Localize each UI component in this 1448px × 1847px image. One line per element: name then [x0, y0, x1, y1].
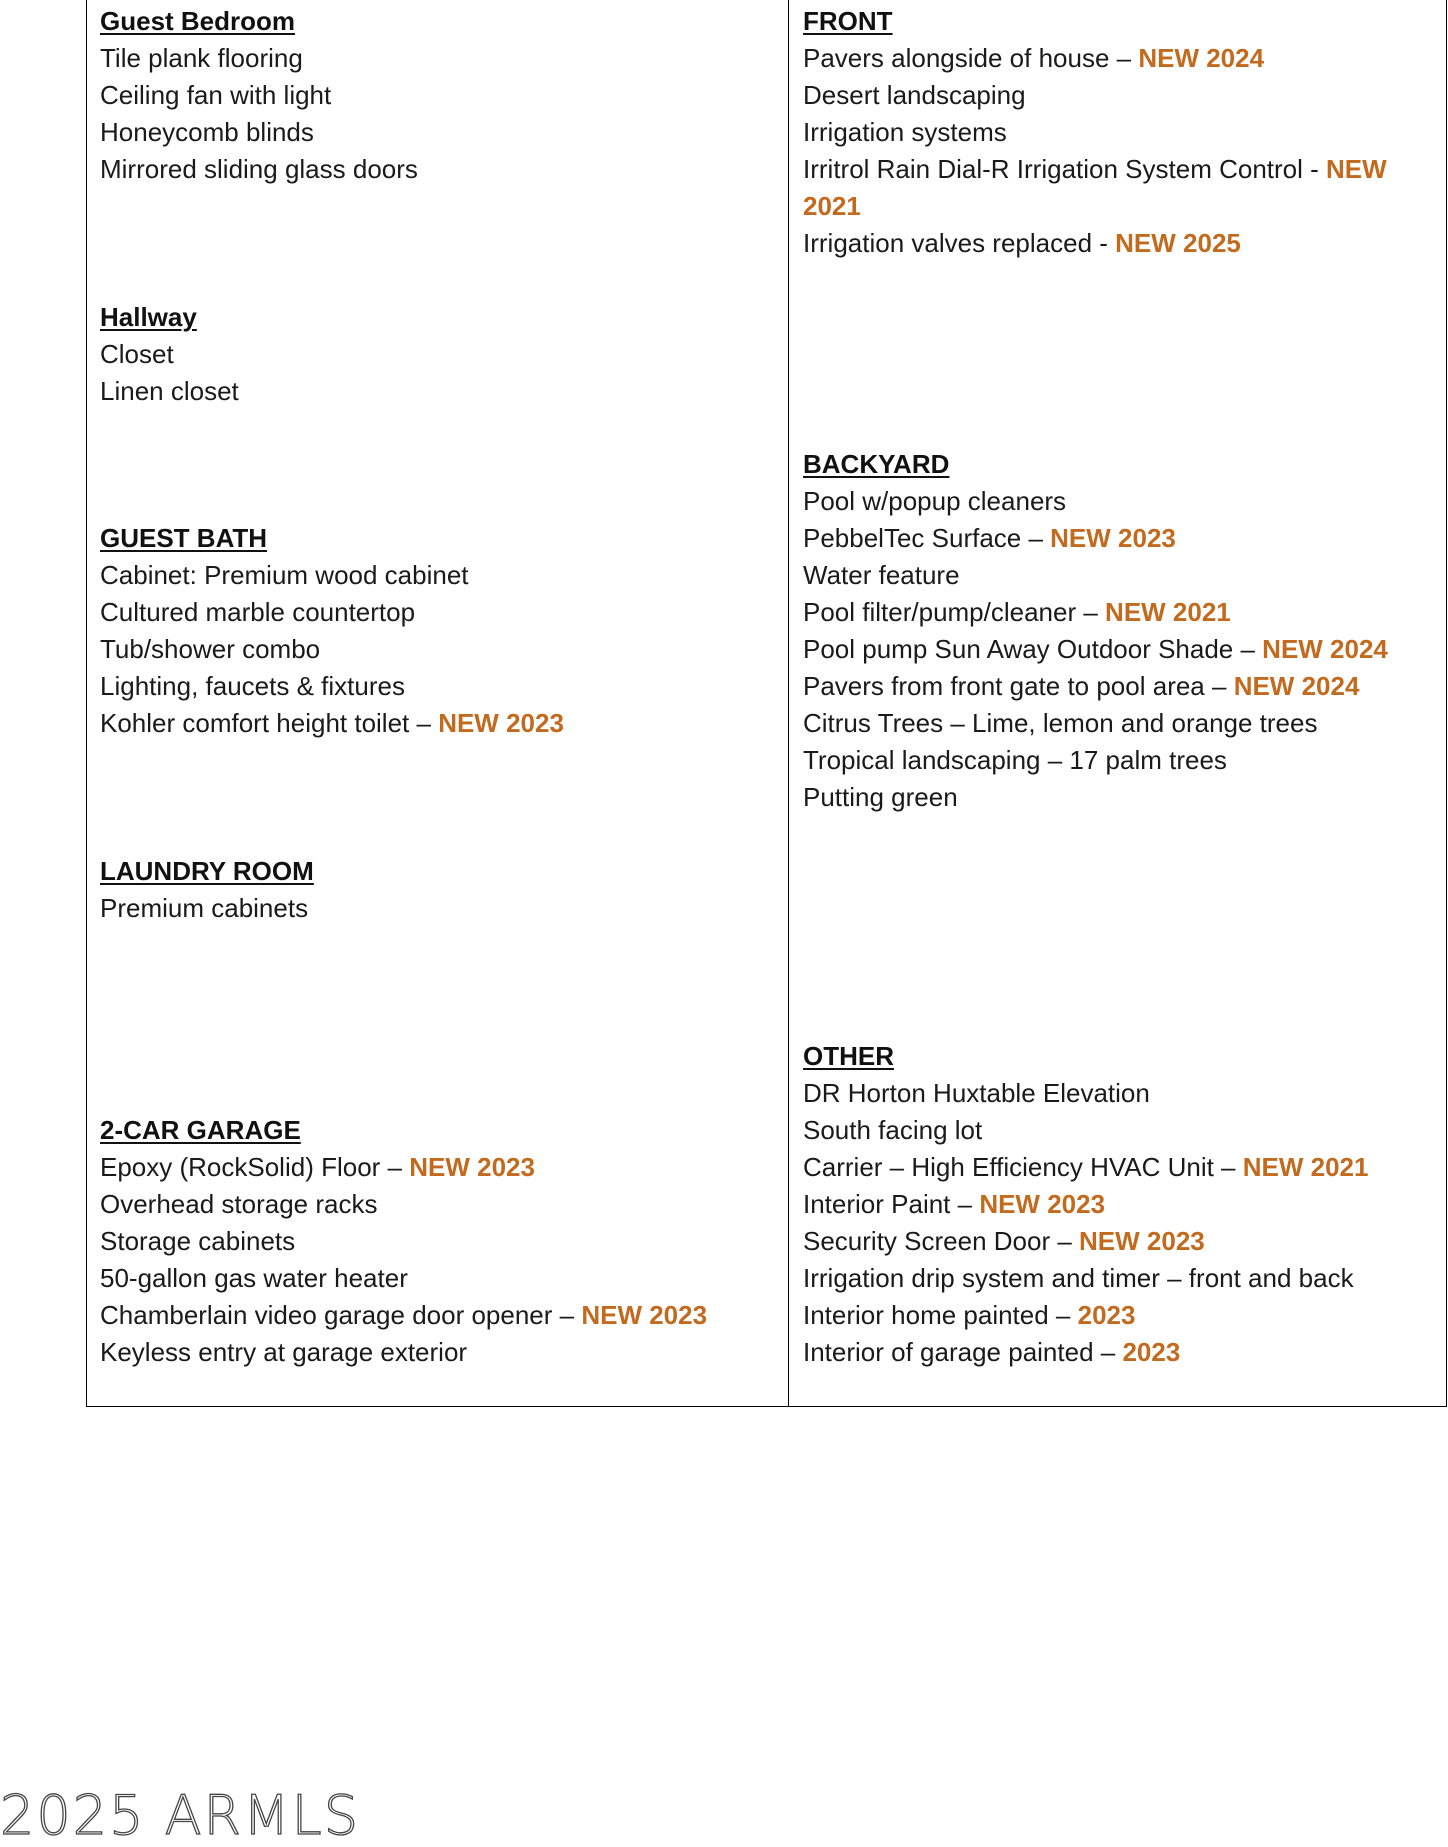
- list-item: Cultured marble countertop: [100, 597, 416, 627]
- list-item: Interior home painted – 2023: [803, 1300, 1136, 1330]
- list-item: Cabinet: Premium wood cabinet: [100, 560, 469, 590]
- section-backyard: [803, 446, 1433, 816]
- list-item: Irrigation systems: [803, 117, 1007, 147]
- list-item: Premium cabinets: [100, 893, 309, 923]
- column-divider: [788, 0, 789, 1407]
- section-heading: FRONT: [803, 6, 893, 36]
- list-item: Citrus Trees – Lime, lemon and orange trees: [803, 708, 1318, 738]
- section-heading: BACKYARD: [803, 449, 950, 479]
- list-item: Honeycomb blinds: [100, 117, 314, 147]
- section-other: [803, 1038, 1433, 1371]
- copyright-watermark: 2025 ARMLS: [0, 1784, 361, 1847]
- list-item: Interior of garage painted – 2023: [803, 1337, 1181, 1367]
- list-item: Irritrol Rain Dial-R Irrigation System Control - NEW 2021: [803, 154, 1387, 221]
- list-item: Irrigation valves replaced - NEW 2025: [803, 228, 1241, 258]
- list-item: Epoxy (RockSolid) Floor – NEW 2023: [100, 1152, 535, 1182]
- section-heading: LAUNDRY ROOM: [100, 856, 314, 886]
- list-item: Desert landscaping: [803, 80, 1026, 110]
- list-item: Tile plank flooring: [100, 43, 303, 73]
- list-item: Pavers from front gate to pool area – NEW 2024: [803, 671, 1360, 701]
- list-item: Chamberlain video garage door opener – NEW 2023: [100, 1300, 708, 1330]
- list-item: Lighting, faucets & fixtures: [100, 671, 405, 701]
- list-item: Putting green: [803, 782, 958, 812]
- list-item: Ceiling fan with light: [100, 80, 332, 110]
- list-item: Pavers alongside of house – NEW 2024: [803, 43, 1265, 73]
- list-item: Tropical landscaping – 17 palm trees: [803, 745, 1227, 775]
- section-laundry-room: [100, 853, 314, 927]
- section-guest-bath: [100, 520, 564, 742]
- section-heading: Guest Bedroom: [100, 6, 296, 36]
- list-item: Linen closet: [100, 376, 239, 406]
- list-item: Pool filter/pump/cleaner – NEW 2021: [803, 597, 1231, 627]
- list-item: Interior Paint – NEW 2023: [803, 1189, 1106, 1219]
- list-item: South facing lot: [803, 1115, 983, 1145]
- list-item: Pool w/popup cleaners: [803, 486, 1067, 516]
- list-item: Water feature: [803, 560, 960, 590]
- section-heading: 2-CAR GARAGE: [100, 1115, 301, 1145]
- section-guest-bedroom: [100, 3, 418, 188]
- list-item: DR Horton Huxtable Elevation: [803, 1078, 1150, 1108]
- section-heading: GUEST BATH: [100, 523, 268, 553]
- list-item: Security Screen Door – NEW 2023: [803, 1226, 1205, 1256]
- section-front: [803, 3, 1433, 262]
- list-item: 50-gallon gas water heater: [100, 1263, 408, 1293]
- list-item: Tub/shower combo: [100, 634, 321, 664]
- list-item: Pool pump Sun Away Outdoor Shade – NEW 2024: [803, 634, 1388, 664]
- list-item: Overhead storage racks: [100, 1189, 378, 1219]
- list-item: Mirrored sliding glass doors: [100, 154, 418, 184]
- list-item: Storage cabinets: [100, 1226, 296, 1256]
- list-item: Kohler comfort height toilet – NEW 2023: [100, 708, 564, 738]
- list-item: Carrier – High Efficiency HVAC Unit – NEW 2021: [803, 1152, 1369, 1182]
- section-2-car-garage: [100, 1112, 707, 1371]
- section-heading: Hallway: [100, 302, 197, 332]
- list-item: Closet: [100, 339, 174, 369]
- list-item: Keyless entry at garage exterior: [100, 1337, 468, 1367]
- list-item: PebbelTec Surface – NEW 2023: [803, 523, 1176, 553]
- section-heading: OTHER: [803, 1041, 894, 1071]
- list-item: Irrigation drip system and timer – front and back: [803, 1263, 1354, 1293]
- section-hallway: [100, 299, 239, 410]
